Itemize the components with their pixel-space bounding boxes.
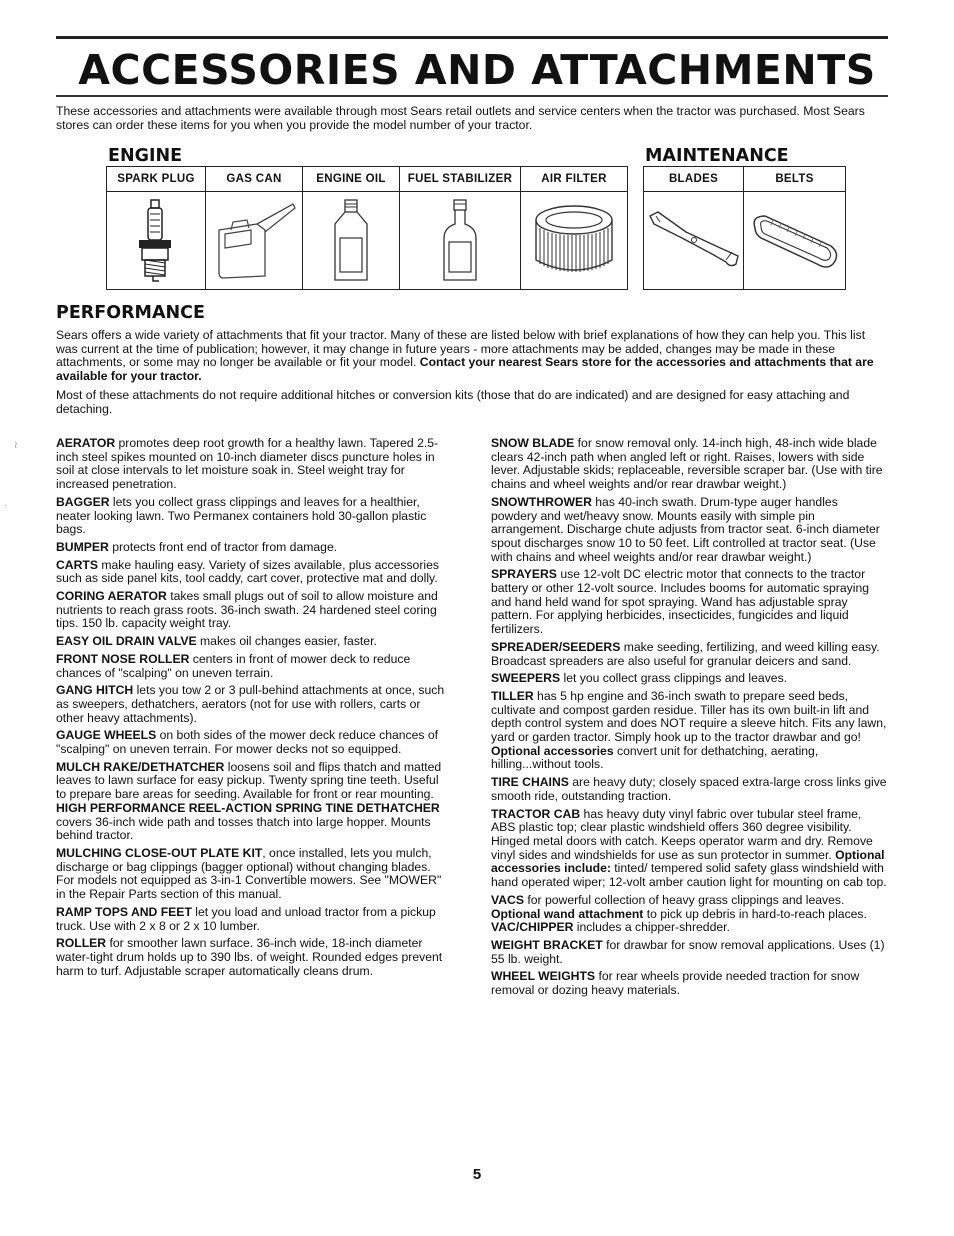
item-name: WEIGHT BRACKET [491,937,603,952]
item-name: SNOWTHROWER [491,494,592,509]
item-name: AERATOR [56,436,116,450]
item-name: ROLLER [56,936,107,951]
item-name: RAMP TOPS AND FEET [56,904,192,919]
item-description: protects front end of tractor from damage. [112,539,338,554]
maintenance-table [643,166,846,290]
item-name: MULCHING CLOSE-OUT PLATE KIT [56,845,263,860]
engine-item-label: AIR FILTER [521,167,628,192]
performance-heading: PERFORMANCE [56,303,205,323]
item-description: for rear wheels provide needed traction for snow removal or dozing heavy materials. [491,969,860,998]
item-name: MULCH RAKE/DETHATCHER [56,759,225,774]
list-item [491,808,887,890]
scan-speck: · [4,500,8,511]
list-item [491,437,887,492]
item-description: to pick up debris in hard-to-reach places. [646,906,867,921]
air-filter-icon [526,198,622,284]
item-description: for smoother lawn surface. 36-inch wide, 18-inch diameter water-tight drum holds up to 390 lbs. of weight. Rounded edges prevent harm to turf. Adjustable scraper automatically cleans drum. [56,936,443,978]
item-description: loosens soil and flips thatch and matted leaves to lawn surface for easy pickup. Twenty spring tine teeth. Useful to prepare bare areas for seeding. Available for front or rear mounting. [56,759,442,802]
list-item [56,847,450,902]
list-item [491,939,887,966]
item-description: tinted/ tempered solid safety glass windshield with hand operated wiper; 12-volt amber caution light for mounting on cab top. [491,861,887,890]
performance-contact-text: Contact your nearest Sears store for the accessories and attachments that are available for your tractor. [56,355,874,384]
item-name: Optional wand attachment [491,906,644,921]
maintenance-item-label: BLADES [644,167,744,192]
blade-icon [646,206,742,276]
item-name: SNOW BLADE [491,436,575,450]
item-name: GAUGE WHEELS [56,728,157,743]
item-description: , once installed, lets you mulch, discharge or bag clippings (bagger optional) without changing blades. For models not equipped as 3-in-1 Convertible mowers. See "MOWER" in the Repair Parts section of this manual. [56,845,442,902]
item-name: EASY OIL DRAIN VALVE [56,634,197,649]
list-item [56,590,450,631]
item-name: Optional accessories [491,743,614,758]
list-item [56,437,450,492]
oil-bottle-icon [327,198,375,284]
right-column [491,437,887,1002]
list-item [56,937,450,978]
list-item [491,641,887,668]
blades-cell [644,192,744,290]
item-name: BUMPER [56,539,109,554]
list-item [56,496,450,537]
item-name: TRACTOR CAB [491,806,581,821]
item-description: for snow removal only. 14-inch high, 48-inch wide blade clears 42-inch path when angled left or right. Raises, lowers with side lever. Adjustable skids; replaceable, reversible scraper bar. (Use with tire chains and wheel weights and/or rear drawbar weight.) [491,436,883,492]
maintenance-heading: MAINTENANCE [645,146,789,166]
stabilizer-bottle-icon [436,198,484,284]
list-item [491,568,887,637]
item-description: use 12-volt DC electric motor that connects to the tractor battery or other 12-volt source. Includes booms for automatic spraying and hand held wand for spot spraying. Wand has adjustable spray pattern. For applying herbicides, insecticides, fungicides and liquid fertilizers. [491,567,869,637]
performance-text: Sears offers a wide variety of attachments that fit your tractor. Many of these are listed below with brief explanations of how they can help you. This list was current at the time of publication; however, it may change in future years - more attachments may be added, changes may be made in these attachments, or some may no longer be available or fit your model. [56,328,866,370]
gas-can-cell [206,192,303,290]
fuel-stabilizer-cell [400,192,521,290]
item-name: HIGH PERFORMANCE REEL-ACTION SPRING TINE DETHATCHER [56,800,440,815]
engine-item-label: ENGINE OIL [303,167,400,192]
list-item [56,729,450,756]
gas-can-icon [211,200,297,282]
item-description: covers 36-inch wide path and tosses thatch into large hopper. Mounts behind tractor. [56,814,431,843]
list-item [491,894,887,935]
item-description: for powerful collection of heavy grass clippings and leaves. [527,892,845,907]
list-item [56,635,450,649]
item-name: TIRE CHAINS [491,775,569,790]
list-item [491,672,887,686]
performance-intro [56,329,888,421]
engine-item-label: SPARK PLUG [107,167,206,192]
performance-paragraph: Most of these attachments do not require additional hitches or conversion kits (those that do are indicated) and are designed for easy attaching and detaching. [56,387,850,416]
belts-cell [744,192,846,290]
list-item [491,496,887,565]
engine-item-label: FUEL STABILIZER [400,167,521,192]
engine-table [106,166,628,290]
item-description: are heavy duty; closely spaced extra-large cross links give smooth ride, outstanding traction. [491,775,887,803]
item-description: promotes deep root growth for a healthy lawn. Tapered 2.5-inch steel spikes mounted on 10-inch diameter discs puncture holes in soil at close intervals to let moisture soak in. Steel weight tray for increased penetration. [56,436,439,492]
item-name: SPREADER/SEEDERS [491,639,621,654]
left-column [56,437,450,982]
item-description: has 5 hp engine and 36-inch swath to prepare seed beds, cultivate and compost garden residue. Tiller has its own built-in lift and depth control system and does NOT require a sleeve hitch. Fits any lawn, yard or garden tractor. Simply hook up to the tractor drawbar and go! [491,688,887,745]
item-name: CARTS [56,557,98,572]
list-item [56,684,450,725]
item-name: GANG HITCH [56,683,134,698]
item-description: takes small plugs out of soil to allow moisture and nutrients to reach grass roots. 36-inch swath. 24 hardened steel coring tips. 150 lb. capacity weight tray. [56,589,438,631]
list-item [491,970,887,997]
list-item [56,559,450,586]
item-description: on both sides of the mower deck reduce chances of "scalping" on uneven terrain. For mower decks not so equipped. [56,728,439,757]
list-item [56,906,450,933]
item-description: lets you collect grass clippings and leaves for a healthier, neater looking lawn. Two Permanex containers hold 30-gallon plastic bags. [56,494,427,537]
item-description: includes a chipper-shredder. [576,920,730,935]
engine-heading: ENGINE [108,146,183,166]
item-name: SWEEPERS [491,671,561,686]
item-name: VACS [491,892,524,907]
top-rule [56,36,888,39]
list-item [56,761,450,843]
page-title: ACCESSORIES AND ATTACHMENTS [78,46,876,94]
spark-plug-icon [131,198,181,284]
item-description: has 40-inch swath. Drum-type auger handles powdery and wet/heavy snow. Mounts easily with simple pin arrangement. Discharge chute adjusts from tractor seat. 6-inch diameter spout discharges snow 10 to 50 feet. Lift controlled at tractor seat. (Use with chains and wheel weights and/or rear drawbar weight.) [491,494,880,564]
item-description: convert unit for dethatching, aerating, hilling...without tools. [491,743,819,772]
list-item [491,776,887,803]
item-description: centers in front of mower deck to reduce chances of "scalping" on uneven terrain. [56,651,411,680]
item-name: WHEEL WEIGHTS [491,969,596,984]
item-name: BAGGER [56,494,110,509]
belt-icon [747,206,843,276]
scan-speck: ≀ [14,440,18,451]
spark-plug-cell [107,192,206,290]
item-name: Optional accessories include: [491,847,885,876]
performance-paragraph [56,329,888,384]
item-name: TILLER [491,688,534,703]
item-description: for drawbar for snow removal applications. Uses (1) 55 lb. weight. [491,937,885,966]
list-item [56,653,450,680]
item-name: SPRAYERS [491,567,557,582]
list-item [491,690,887,772]
item-name: CORING AERATOR [56,589,167,604]
item-description: make seeding, fertilizing, and weed killing easy. Broadcast spreaders are also useful for granular deicers and sand. [491,639,880,668]
oil-bottle-cell [303,192,400,290]
item-description: let you collect grass clippings and leaves. [563,671,788,686]
item-description: make hauling easy. Variety of sizes available, plus accessories such as side panel kits, tool caddy, cart cover, protective mat and dolly. [56,557,439,586]
item-description: let you load and unload tractor from a pickup truck. Use with 2 x 8 or 2 x 10 lumber. [56,904,436,933]
engine-item-label: GAS CAN [206,167,303,192]
maintenance-item-label: BELTS [744,167,846,192]
item-description: makes oil changes easier, faster. [200,634,377,649]
intro-text: These accessories and attachments were available through most Sears retail outlets and service centers when the tractor was purchased. Most Sears stores can order these items for you when you provide the model number of your tractor. [56,104,865,132]
item-description: lets you tow 2 or 3 pull-behind attachments at once, such as sweepers, dethatchers, aerators (not for use with rollers, carts or other heavy attachments). [56,683,445,725]
item-description: has heavy duty vinyl fabric over tubular steel frame, ABS plastic top; clear plastic windshield offers 360 degree visibility. Hinged metal doors with catch. Keeps operator warm and dry. Remove vinyl sides and windshields for use as sun protector in summer. [491,806,873,862]
list-item [56,541,450,555]
item-name: VAC/CHIPPER [491,920,574,935]
item-name: FRONT NOSE ROLLER [56,651,190,666]
air-filter-cell [521,192,628,290]
title-rule [56,95,888,97]
page-number: 5 [472,1166,482,1183]
